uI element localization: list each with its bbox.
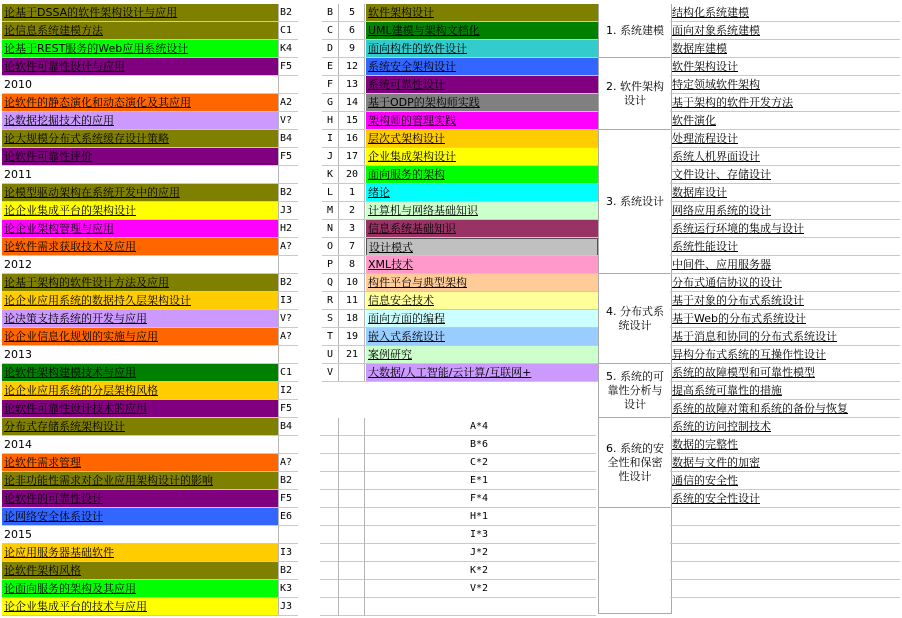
stat-value: A*4 [470, 421, 489, 432]
topic-row: 基于消息和协同的分布式系统设计 [670, 328, 900, 346]
essay-code: A? [278, 454, 298, 472]
essay-title: 论基于REST服务的Web应用系统设计 [4, 42, 189, 55]
category-cell [599, 130, 671, 274]
topic-row: 面向对象系统建模 [670, 22, 900, 40]
chapter-letter: K [322, 166, 339, 184]
chapter-letter: O [322, 238, 339, 256]
essay-row[interactable] [2, 130, 298, 148]
chapter-title: 系统安全架构设计 [368, 60, 456, 73]
essay-row[interactable] [2, 148, 298, 166]
stat-value: B*6 [470, 439, 489, 450]
chapter-number: 17 [340, 148, 365, 166]
essay-row[interactable] [2, 310, 298, 328]
essay-title: 论软件需求获取技术及应用 [4, 240, 136, 253]
chapter-row[interactable] [322, 238, 598, 256]
chapter-letter: T [322, 328, 339, 346]
topic-row: 系统的访问控制技术 [670, 418, 900, 436]
topic-row: 结构化系统建模 [670, 4, 900, 22]
topic-row: 分布式通信协议的设计 [670, 274, 900, 292]
chapter-letter: B [322, 4, 339, 22]
chapter-number: 20 [340, 166, 365, 184]
topic-row: 通信的安全性 [670, 472, 900, 490]
chapter-number: 8 [340, 256, 365, 274]
essay-title: 论企业应用系统的分层架构风格 [4, 384, 158, 397]
category-cell [599, 4, 671, 58]
essay-row[interactable] [2, 562, 298, 580]
essay-row[interactable] [2, 454, 298, 472]
stat-row [320, 544, 596, 562]
chapter-title: 面向方面的编程 [368, 312, 445, 325]
essay-title: 论企业应用系统的数据持久层架构设计 [4, 294, 191, 307]
topic-row: 软件架构设计 [670, 58, 900, 76]
essay-row[interactable] [2, 328, 298, 346]
category-label: 6. 系统的安全性和保密性设计 [606, 441, 664, 483]
essay-code [278, 256, 298, 274]
stat-value: V*2 [470, 583, 489, 594]
chapter-number: 14 [340, 94, 365, 112]
stat-value: F*4 [470, 493, 489, 504]
topic-row: 基于对象的分布式系统设计 [670, 292, 900, 310]
essay-row[interactable] [2, 40, 298, 58]
chapter-title-cell [366, 274, 598, 292]
category-cell-empty [599, 508, 671, 614]
essay-code: I2 [278, 382, 298, 400]
chapter-title-cell [366, 238, 598, 256]
essay-code: F5 [278, 58, 298, 76]
category-label: 2. 软件架构设计 [606, 79, 664, 107]
chapter-title: 大数据/人工智能/云计算/互联网+ [368, 366, 532, 379]
chapter-letter: P [322, 256, 339, 274]
category-label: 3. 系统设计 [606, 194, 664, 208]
stat-row [320, 580, 596, 598]
topic-row: 数据与文件的加密 [670, 454, 900, 472]
chapter-number: 1 [340, 184, 365, 202]
chapter-title-cell [366, 328, 598, 346]
chapter-row[interactable] [322, 112, 598, 130]
chapter-title-cell [366, 166, 598, 184]
topic-row: 软件演化 [670, 112, 900, 130]
essay-title: 论软件的静态演化和动态演化及其应用 [4, 96, 191, 109]
chapter-letter: R [322, 292, 339, 310]
chapter-row[interactable] [322, 40, 598, 58]
essay-title: 论应用服务器基础软件 [4, 546, 114, 559]
chapter-title-cell [366, 76, 598, 94]
chapter-title-cell [366, 40, 598, 58]
essay-code: J3 [278, 598, 298, 616]
chapter-title: 信息安全技术 [368, 294, 434, 307]
category-label: 4. 分布式系统设计 [606, 304, 664, 332]
stat-row [320, 418, 596, 436]
chapter-row[interactable] [322, 292, 598, 310]
topic-row: 提高系统可靠性的措施 [670, 382, 900, 400]
topic-row: 系统运行环境的集成与设计 [670, 220, 900, 238]
essay-title: 论软件可靠性设计与应用 [4, 60, 125, 73]
essay-title: 论企业信息化规划的实施与应用 [4, 330, 158, 343]
essay-code: I3 [278, 544, 298, 562]
essay-title: 论决策支持系统的开发与应用 [4, 312, 147, 325]
essay-title: 论企业架构管理与应用 [4, 222, 114, 235]
chapter-title: XML技术 [368, 258, 414, 271]
category-label: 1. 系统建模 [606, 23, 664, 37]
chapter-title-cell [366, 22, 598, 40]
chapter-letter: E [322, 58, 339, 76]
topic-row: 中间件、应用服务器 [670, 256, 900, 274]
essay-row[interactable] [2, 508, 298, 526]
chapter-title-cell [366, 346, 598, 364]
essay-title: 2015 [4, 528, 32, 541]
essay-row[interactable] [2, 184, 298, 202]
essay-title: 2013 [4, 348, 32, 361]
topic-row: 特定领域软件架构 [670, 76, 900, 94]
chapter-number: 16 [340, 130, 365, 148]
year-row[interactable] [2, 256, 298, 274]
chapter-title: 计算机与网络基础知识 [368, 204, 478, 217]
category-cell [599, 274, 671, 364]
topic-row: 处理流程设计 [670, 130, 900, 148]
topic-row: 系统的故障模型和可靠性模型 [670, 364, 900, 382]
chapter-title-cell [366, 112, 598, 130]
topic-row: 数据库设计 [670, 184, 900, 202]
essay-row[interactable] [2, 94, 298, 112]
chapter-row[interactable] [322, 328, 598, 346]
essay-title: 论软件的可靠性设计 [4, 492, 103, 505]
essay-title: 论软件可靠性评价 [4, 150, 92, 163]
essay-code: F5 [278, 490, 298, 508]
chapter-row[interactable] [322, 310, 598, 328]
chapter-title-cell [366, 310, 598, 328]
chapter-title-cell [366, 94, 598, 112]
essay-title: 论企业集成平台的架构设计 [4, 204, 136, 217]
essay-code [278, 76, 298, 94]
essay-code: V? [278, 310, 298, 328]
topic-row: 异构分布式系统的互操作性设计 [670, 346, 900, 364]
chapter-title: 设计模式 [369, 241, 413, 254]
chapter-title: 构件平台与典型架构 [368, 276, 467, 289]
stat-value: H*1 [470, 511, 489, 522]
chapter-row[interactable] [322, 346, 598, 364]
essay-code: K4 [278, 40, 298, 58]
essay-code: H2 [278, 220, 298, 238]
chapter-title: 企业集成架构设计 [368, 150, 456, 163]
topic-row: 系统的安全性设计 [670, 490, 900, 508]
essay-title: 论网络安全体系设计 [4, 510, 103, 523]
chapter-letter: G [322, 94, 339, 112]
year-row[interactable] [2, 346, 298, 364]
essay-title: 论软件需求管理 [4, 456, 81, 469]
essay-code: B4 [278, 130, 298, 148]
chapter-title: 面向构件的软件设计 [368, 42, 467, 55]
chapter-row[interactable] [322, 364, 598, 382]
essay-code: K3 [278, 580, 298, 598]
chapter-letter: V [322, 364, 339, 382]
essay-row[interactable] [2, 22, 298, 40]
essay-title: 论大规模分布式系统缓存设计策略 [4, 132, 169, 145]
chapter-title: 基于ODP的架构师实践 [368, 96, 480, 109]
essay-row[interactable] [2, 274, 298, 292]
essay-code [278, 526, 298, 544]
stat-value: C*2 [470, 457, 489, 468]
chapter-letter: Q [322, 274, 339, 292]
essay-code: A2 [278, 94, 298, 112]
chapter-row[interactable] [322, 166, 598, 184]
chapter-row[interactable] [322, 202, 598, 220]
category-cell [599, 364, 671, 418]
chapter-row[interactable] [322, 4, 598, 22]
stat-value: E*1 [470, 475, 489, 486]
chapter-title: 案例研究 [368, 348, 412, 361]
chapter-title: 绪论 [368, 186, 390, 199]
stat-row [320, 490, 596, 508]
essay-code: I3 [278, 292, 298, 310]
essay-code: F5 [278, 148, 298, 166]
chapter-number: 15 [340, 112, 365, 130]
essay-title: 论基于架构的软件设计方法及应用 [4, 276, 169, 289]
essay-row[interactable] [2, 418, 298, 436]
essay-row[interactable] [2, 472, 298, 490]
chapter-title-cell [366, 292, 598, 310]
chapter-number: 12 [340, 58, 365, 76]
essay-code: J3 [278, 202, 298, 220]
essay-row[interactable] [2, 238, 298, 256]
chapter-title-cell [366, 364, 598, 382]
stat-value: K*2 [470, 565, 489, 576]
essay-title: 论数据挖掘技术的应用 [4, 114, 114, 127]
chapter-title-cell [366, 220, 598, 238]
essay-code: V? [278, 112, 298, 130]
stat-row [320, 508, 596, 526]
essay-row[interactable] [2, 364, 298, 382]
chapter-number: 19 [340, 328, 365, 346]
essay-row[interactable] [2, 292, 298, 310]
essay-title: 论信息系统建模方法 [4, 24, 103, 37]
essay-row[interactable] [2, 598, 298, 616]
essay-title: 分布式存储系统架构设计 [4, 420, 125, 433]
year-row[interactable] [2, 76, 298, 94]
chapter-row[interactable] [322, 256, 598, 274]
essay-code [278, 166, 298, 184]
chapter-letter: N [322, 220, 339, 238]
essay-code: C1 [278, 364, 298, 382]
chapter-title: 架构师的管理实践 [368, 114, 456, 127]
essay-title: 论软件架构建模技术与应用 [4, 366, 136, 379]
chapter-title-cell [366, 202, 598, 220]
chapter-letter: D [322, 40, 339, 58]
essay-code: C1 [278, 22, 298, 40]
topic-row: 网络应用系统的设计 [670, 202, 900, 220]
stat-row [320, 472, 596, 490]
topic-row: 基于架构的软件开发方法 [670, 94, 900, 112]
category-cell [599, 58, 671, 130]
essay-code: B2 [278, 562, 298, 580]
essay-title: 论面向服务的架构及其应用 [4, 582, 136, 595]
stat-value: I*3 [470, 529, 489, 540]
chapter-letter: U [322, 346, 339, 364]
essay-title: 论软件可靠性设计技术的应用 [4, 402, 147, 415]
essay-row[interactable] [2, 112, 298, 130]
chapter-title: 层次式架构设计 [368, 132, 445, 145]
essay-code: B2 [278, 4, 298, 22]
chapter-letter: H [322, 112, 339, 130]
topic-row: 文件设计、存储设计 [670, 166, 900, 184]
topic-row [670, 544, 900, 562]
chapter-title-cell [366, 4, 598, 22]
essay-title: 2011 [4, 168, 32, 181]
essay-row[interactable] [2, 58, 298, 76]
chapter-title: 软件架构设计 [368, 6, 434, 19]
essay-code [278, 436, 298, 454]
chapter-row[interactable] [322, 94, 598, 112]
essay-code: B2 [278, 274, 298, 292]
essay-row[interactable] [2, 400, 298, 418]
stat-row [320, 562, 596, 580]
topic-row: 基于Web的分布式系统设计 [670, 310, 900, 328]
essay-code: F5 [278, 400, 298, 418]
essay-row[interactable] [2, 220, 298, 238]
topic-row: 数据的完整性 [670, 436, 900, 454]
stat-row [320, 454, 596, 472]
chapter-row[interactable] [322, 220, 598, 238]
chapter-number: 13 [340, 76, 365, 94]
topic-row: 系统性能设计 [670, 238, 900, 256]
essay-row[interactable] [2, 202, 298, 220]
essay-title: 论企业集成平台的技术与应用 [4, 600, 147, 613]
essay-title: 2014 [4, 438, 32, 451]
chapter-number: 21 [340, 346, 365, 364]
chapter-row[interactable] [322, 76, 598, 94]
chapter-title-cell [366, 148, 598, 166]
chapter-letter: F [322, 76, 339, 94]
category-cell [599, 418, 671, 508]
chapter-number: 7 [340, 238, 365, 256]
topic-row [670, 508, 900, 526]
category-label: 5. 系统的可靠性分析与设计 [606, 369, 664, 411]
chapter-title: 信息系统基础知识 [368, 222, 456, 235]
chapter-title: UML建模与架构文档化 [368, 24, 480, 37]
topic-row [670, 526, 900, 544]
year-row[interactable] [2, 526, 298, 544]
year-row[interactable] [2, 436, 298, 454]
chapter-title-cell [366, 184, 598, 202]
topic-row: 系统人机界面设计 [670, 148, 900, 166]
essay-row[interactable] [2, 382, 298, 400]
essay-row[interactable] [2, 580, 298, 598]
essay-title: 论基于DSSA的软件架构设计与应用 [4, 6, 178, 19]
chapter-row[interactable] [322, 148, 598, 166]
essay-title: 论模型驱动架构在系统开发中的应用 [4, 186, 180, 199]
chapter-letter: I [322, 130, 339, 148]
chapter-number: 11 [340, 292, 365, 310]
chapter-letter: L [322, 184, 339, 202]
essay-code: A? [278, 238, 298, 256]
chapter-letter: J [322, 148, 339, 166]
chapter-row[interactable] [322, 184, 598, 202]
chapter-title-cell [366, 256, 598, 274]
topic-row: 系统的故障对策和系统的备份与恢复 [670, 400, 900, 418]
topic-row [670, 562, 900, 580]
essay-code: E6 [278, 508, 298, 526]
year-row[interactable] [2, 166, 298, 184]
stat-value: J*2 [470, 547, 489, 558]
chapter-title: 面向服务的架构 [368, 168, 445, 181]
chapter-title: 系统可靠性设计 [368, 78, 445, 91]
essay-code: B2 [278, 184, 298, 202]
chapter-letter: M [322, 202, 339, 220]
stat-row [320, 436, 596, 454]
topic-row: 数据库建模 [670, 40, 900, 58]
essay-title: 论软件架构风格 [4, 564, 81, 577]
essay-row[interactable] [2, 490, 298, 508]
essay-code: B2 [278, 472, 298, 490]
essay-title: 论非功能性需求对企业应用架构设计的影响 [4, 474, 213, 487]
stat-row [320, 598, 596, 616]
chapter-title: 嵌入式系统设计 [368, 330, 445, 343]
chapter-title-cell [366, 130, 598, 148]
essay-code: B4 [278, 418, 298, 436]
chapter-row[interactable] [322, 22, 598, 40]
chapter-letter: S [322, 310, 339, 328]
topic-row [670, 580, 900, 598]
essay-row[interactable] [2, 4, 298, 22]
chapter-row[interactable] [322, 58, 598, 76]
category-column [598, 4, 672, 614]
chapter-number: 10 [340, 274, 365, 292]
essay-title: 2012 [4, 258, 32, 271]
essay-code: A? [278, 328, 298, 346]
essay-code [278, 346, 298, 364]
chapter-number: 5 [340, 4, 365, 22]
chapter-number: 18 [340, 310, 365, 328]
chapter-number: 9 [340, 40, 365, 58]
chapter-letter: C [322, 22, 339, 40]
essay-title: 2010 [4, 78, 32, 91]
chapter-number: 3 [340, 220, 365, 238]
essay-row[interactable] [2, 544, 298, 562]
chapter-title-cell [366, 58, 598, 76]
chapter-row[interactable] [322, 130, 598, 148]
chapter-row[interactable] [322, 274, 598, 292]
chapter-number [340, 364, 365, 382]
stat-row [320, 526, 596, 544]
chapter-number: 2 [340, 202, 365, 220]
chapter-number: 6 [340, 22, 365, 40]
